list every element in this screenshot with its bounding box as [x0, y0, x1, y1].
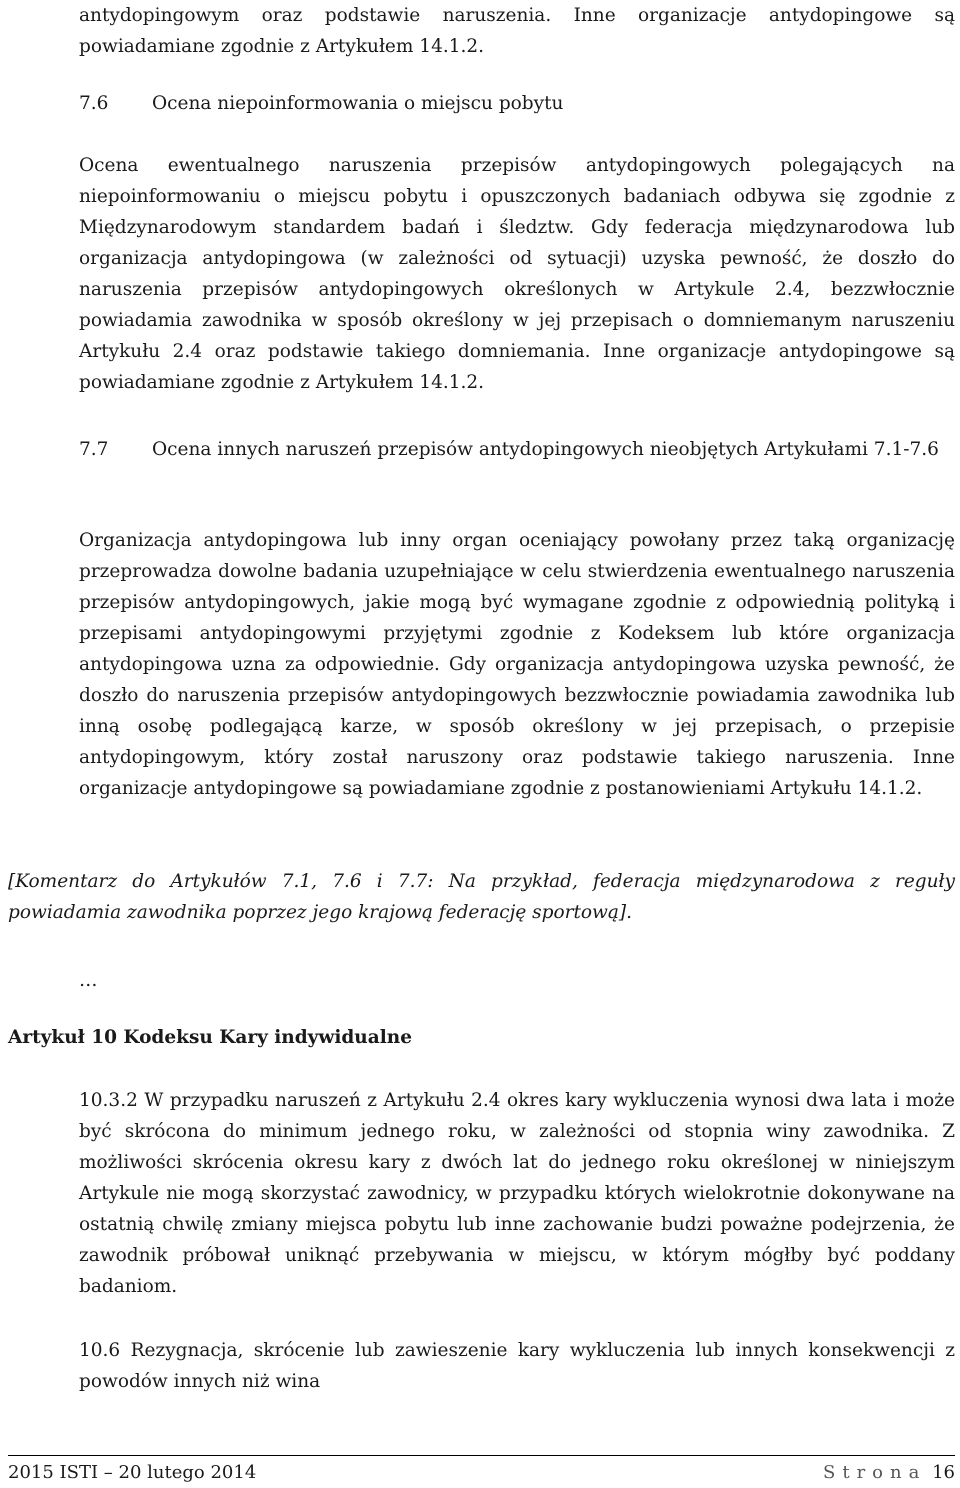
page-footer: [8, 1455, 955, 1488]
page-number: 16: [932, 1462, 955, 1483]
footer-document-info: 2015 ISTI – 20 lutego 2014: [8, 1462, 257, 1483]
section-10-3-2: 10.3.2 W przypadku naruszeń z Artykułu 2.4 okres kary wykluczenia wynosi dwa lata i może być skrócona do minimum jednego roku, w zależności od stopnia winy zawodnika. Z możliwości skrócenia okresu kary z dwóch lat do jednego roku określonej w niniejszym Artykule nie mogą skorzystać zawodnicy, w przypadku których wielokrotnie dokonywane na ostatnią chwilę zmiany miejsca pobytu lub inne zachowanie budzi poważne podejrzenia, że zawodnik próbował uniknąć przebywania w miejscu, w którym mógłby być poddany badaniom.: [79, 1090, 955, 1297]
section-7-5-tail: antydopingowym oraz podstawie naruszenia. Inne organizacje antydopingowe są powiadamiane zgodnie z Artykułem 14.1.2.: [79, 5, 955, 57]
section-7-6-heading: [79, 88, 955, 119]
article-10-heading: Artykuł 10 Kodeksu Kary indywidualne: [8, 1027, 412, 1048]
section-7-6-body: Ocena ewentualnego naruszenia przepisów antydopingowych polegających na niepoinformowaniu o miejscu pobytu i opuszczonych badaniach odbywa się zgodnie z Międzynarodowym standardem badań i śledztw. Gdy federacja międzynarodowa lub organizacja antydopingowa (w zależności od sytuacji) uzyska pewność, że doszło do naruszenia przepisów antydopingowych określonych w Artykule 2.4, bezzwłocznie powiadamia zawodnika w sposób określony w jej przepisach o domniemanym naruszeniu Artykułu 2.4 oraz podstawie takiego domniemania. Inne organizacje antydopingowe są powiadamiane zgodnie z Artykułem 14.1.2.: [79, 155, 955, 393]
section-title: Ocena niepoinformowania o miejscu pobytu: [152, 93, 564, 114]
commentary: [Komentarz do Artykułów 7.1, 7.6 i 7.7: Na przykład, federacja międzynarodowa z reguły powiadamia zawodnika poprzez jego krajową federację sportową].: [8, 871, 955, 923]
section-7-7-heading: [79, 434, 955, 465]
section-number: 7.7: [79, 439, 109, 460]
footer-page-info: [823, 1462, 955, 1484]
section-10-6: 10.6 Rezygnacja, skrócenie lub zawieszenie kary wykluczenia lub innych konsekwencji z powodów innych niż wina: [79, 1340, 955, 1392]
omission-ellipsis: …: [79, 970, 98, 991]
section-title: Ocena innych naruszeń przepisów antydopingowych nieobjętych Artykułami 7.1-7.6: [152, 439, 939, 460]
page-label: Strona: [823, 1462, 927, 1483]
section-number: 7.6: [79, 93, 109, 114]
section-7-7-body: Organizacja antydopingowa lub inny organ oceniający powołany przez taką organizację przeprowadza dowolne badania uzupełniające w celu stwierdzenia ewentualnego naruszenia przepisów antydopingowych, jakie mogą być wymagane zgodnie z odpowiednią polityką i przepisami antydopingowymi przyjętymi zgodnie z Kodeksem lub które organizacja antydopingowa uzna za odpowiednie. Gdy organizacja antydopingowa uzyska pewność, że doszło do naruszenia przepisów antydopingowych bezzwłocznie powiadamia zawodnika lub inną osobę podlegającą karze, w sposób określony w jej przepisach, o przepisie antydopingowym, który został naruszony oraz podstawie takiego naruszenia. Inne organizacje antydopingowe są powiadamiane zgodnie z postanowieniami Artykułu 14.1.2.: [79, 530, 955, 799]
